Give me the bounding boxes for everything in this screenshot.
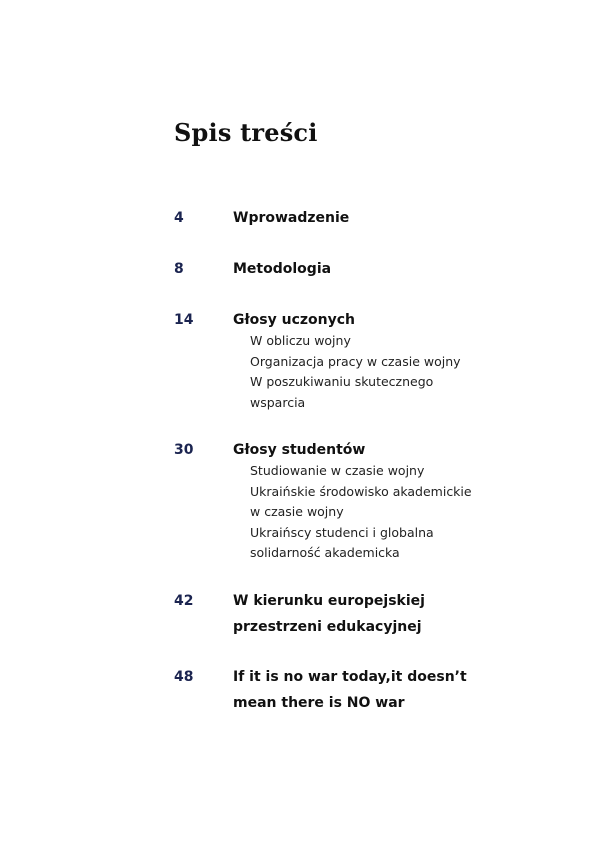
toc-heading-line: przestrzeni edukacyjnej [233,619,422,635]
toc-subsection[interactable]: wsparcia [250,394,306,410]
toc-subsection[interactable]: W obliczu wojny [250,333,351,348]
toc-subsection-list [250,461,472,564]
toc-subsection[interactable]: Studiowanie w czasie wojny [250,463,425,478]
toc-page-number: 42 [174,593,194,609]
toc-page-number: 14 [174,312,194,328]
toc-page-number: 4 [174,210,184,226]
toc-heading[interactable]: Wprowadzenie [233,210,350,226]
toc-page-number: 8 [174,261,184,277]
toc-heading[interactable]: Głosy uczonych [233,312,356,328]
toc-page-number: 48 [174,669,194,685]
toc-heading[interactable] [233,664,467,716]
toc-heading[interactable]: Metodologia [233,261,332,277]
toc-subsection[interactable]: Ukraińscy studenci i globalna [250,524,434,540]
toc-heading-line: W kierunku europejskiej [233,593,425,609]
toc-heading[interactable]: Głosy studentów [233,442,366,458]
page-title: Spis treści [174,118,318,147]
toc-subsection[interactable]: Ukraińskie środowisko akademickie [250,483,472,499]
toc-subsection[interactable]: W poszukiwaniu skutecznego [250,374,434,389]
toc-subsection[interactable]: w czasie wojny [250,504,344,519]
toc-heading[interactable] [233,588,425,640]
toc-subsection[interactable]: Organizacja pracy w czasie wojny [250,353,461,369]
toc-subsection[interactable]: solidarność akademicka [250,545,400,560]
toc-page-number: 30 [174,442,194,458]
toc-heading-line: mean there is NO war [233,695,405,711]
toc-subsection-list [250,331,461,413]
toc-heading-line: If it is no war today,it doesn’t [233,669,467,685]
